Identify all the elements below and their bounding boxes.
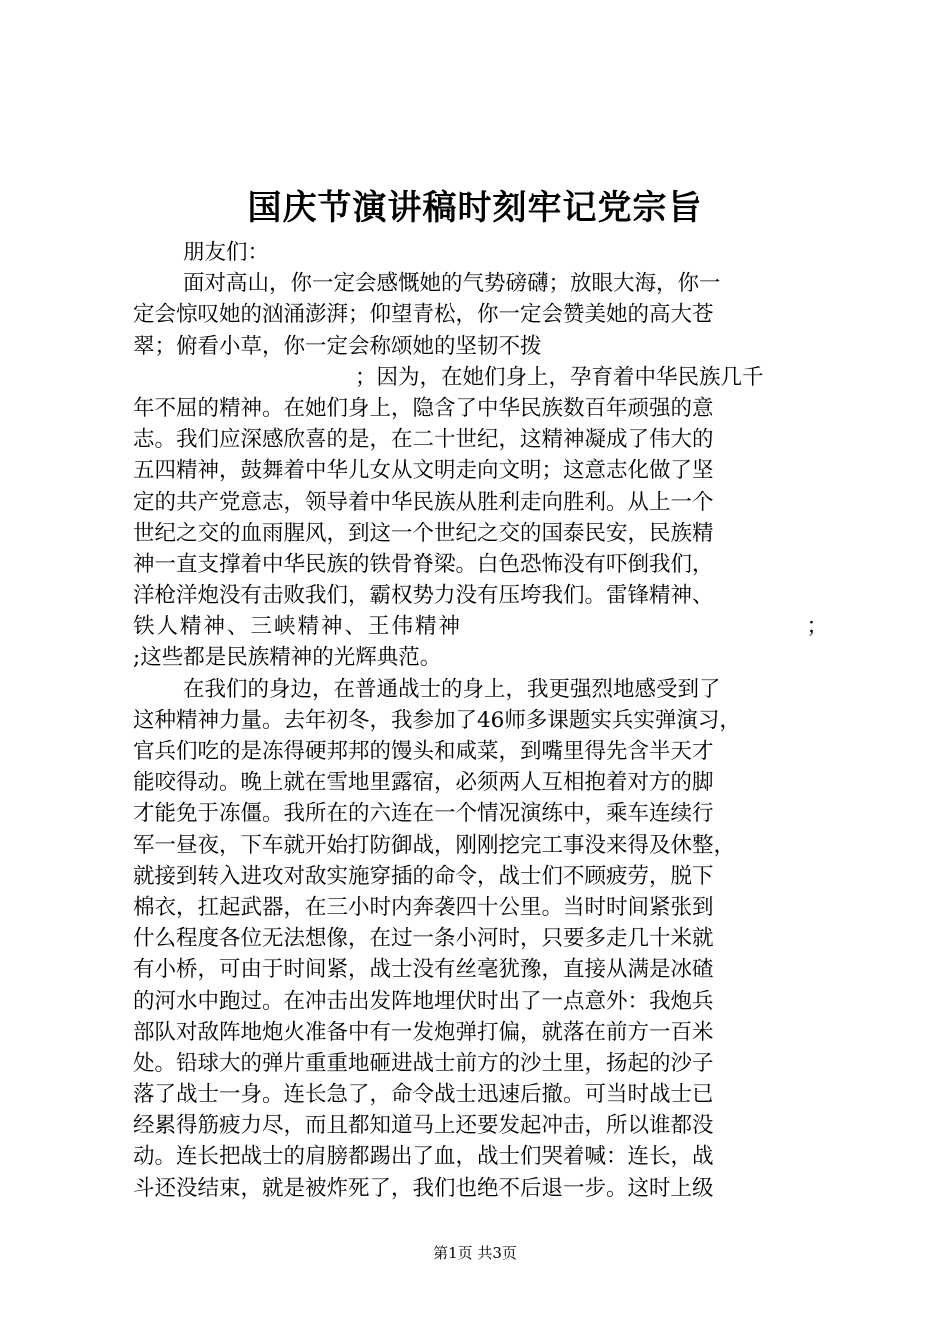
paragraph-line: 五四精神，鼓舞着中华儿女从文明走向文明；这意志化做了坚: [133, 458, 714, 484]
paragraph-line: 落了战士一身。连长急了，命令战士迅速后撤。可当时战士已: [133, 1082, 714, 1108]
paragraph-line: 在我们的身边，在普通战士的身上，我更强烈地感受到了: [183, 676, 721, 702]
paragraph-line: 定会惊叹她的汹涌澎湃；仰望青松，你一定会赞美她的高大苍: [133, 302, 714, 328]
paragraph-line: 就接到转入进攻对敌实施穿插的命令，战士们不顾疲劳，脱下: [133, 863, 714, 889]
salutation-line: 朋友们：: [183, 240, 270, 265]
paragraph-line-right: ；: [806, 614, 828, 640]
paragraph-line: 棉衣，扛起武器，在三小时内奔袭四十公里。当时时间紧张到: [133, 894, 714, 920]
paragraph-line: 面对高山，你一定会感慨她的气势磅礴；放眼大海，你一: [183, 271, 721, 297]
paragraph-line: 什么程度各位无法想像，在过一条小河时，只要多走几十米就: [133, 926, 714, 952]
paragraph-line: 翠；俯看小草，你一定会称颂她的坚韧不拨: [133, 333, 542, 359]
paragraph-line: ；因为，在她们身上，孕育着中华民族几千: [355, 364, 764, 390]
paragraph-line: 部队对敌阵地炮火准备中有一发炮弹打偏，就落在前方一百米: [133, 1019, 714, 1045]
paragraph-line-left: 铁人精神、三峡精神、王伟精神: [133, 614, 463, 640]
document-body: [133, 237, 828, 1204]
paragraph-line: 有小桥，可由于时间紧，战士没有丝毫犹豫，直接从满是冰碴: [133, 957, 714, 983]
paragraph-line: ;这些都是民族精神的光辉典范。: [133, 645, 442, 671]
page-footer: 第1页 共3页: [433, 1244, 517, 1262]
paragraph-line: 才能免于冻僵。我所在的六连在一个情况演练中，乘车连续行: [133, 801, 714, 827]
paragraph-line: 动。连长把战士的肩膀都踢出了血，战士们哭着喊：连长，战: [133, 1144, 714, 1170]
paragraph-line: 这种精神力量。去年初冬，我参加了46师多课题实兵实弹演习，: [133, 707, 741, 733]
paragraph-line: 能咬得动。晚上就在雪地里露宿，必须两人互相抱着对方的脚: [133, 770, 714, 796]
paragraph-line: 定的共产党意志，领导着中华民族从胜利走向胜利。从上一个: [133, 489, 714, 515]
paragraph-line-split: [133, 611, 828, 642]
paragraph-line: 志。我们应深感欣喜的是，在二十世纪，这精神凝成了伟大的: [133, 427, 714, 453]
paragraph-line: 斗还没结束，就是被炸死了，我们也绝不后退一步。这时上级: [133, 1175, 714, 1201]
paragraph-line: 洋枪洋炮没有击败我们，霸权势力没有压垮我们。雷锋精神、: [133, 583, 714, 609]
paragraph-line: 的河水中跑过。在冲击出发阵地埋伏时出了一点意外：我炮兵: [133, 988, 714, 1014]
paragraph-line: 处。铅球大的弹片重重地砸进战士前方的沙土里，扬起的沙子: [133, 1050, 714, 1076]
document-title: 国庆节演讲稿时刻牢记党宗旨: [247, 188, 703, 228]
paragraph-line: 神一直支撑着中华民族的铁骨脊梁。白色恐怖没有吓倒我们，: [133, 551, 714, 577]
paragraph-line: 经累得筋疲力尽，而且都知道马上还要发起冲击，所以谁都没: [133, 1113, 714, 1139]
paragraph-line: 官兵们吃的是冻得硬邦邦的馒头和咸菜，到嘴里得先含半天才: [133, 739, 714, 764]
paragraph-line: 军一昼夜，下车就开始打防御战，刚刚挖完工事没来得及休整，: [133, 832, 736, 858]
paragraph-line: 年不屈的精神。在她们身上，隐含了中华民族数百年顽强的意: [133, 395, 714, 421]
paragraph-line: 世纪之交的血雨腥风，到这一个世纪之交的国泰民安，民族精: [133, 520, 714, 546]
